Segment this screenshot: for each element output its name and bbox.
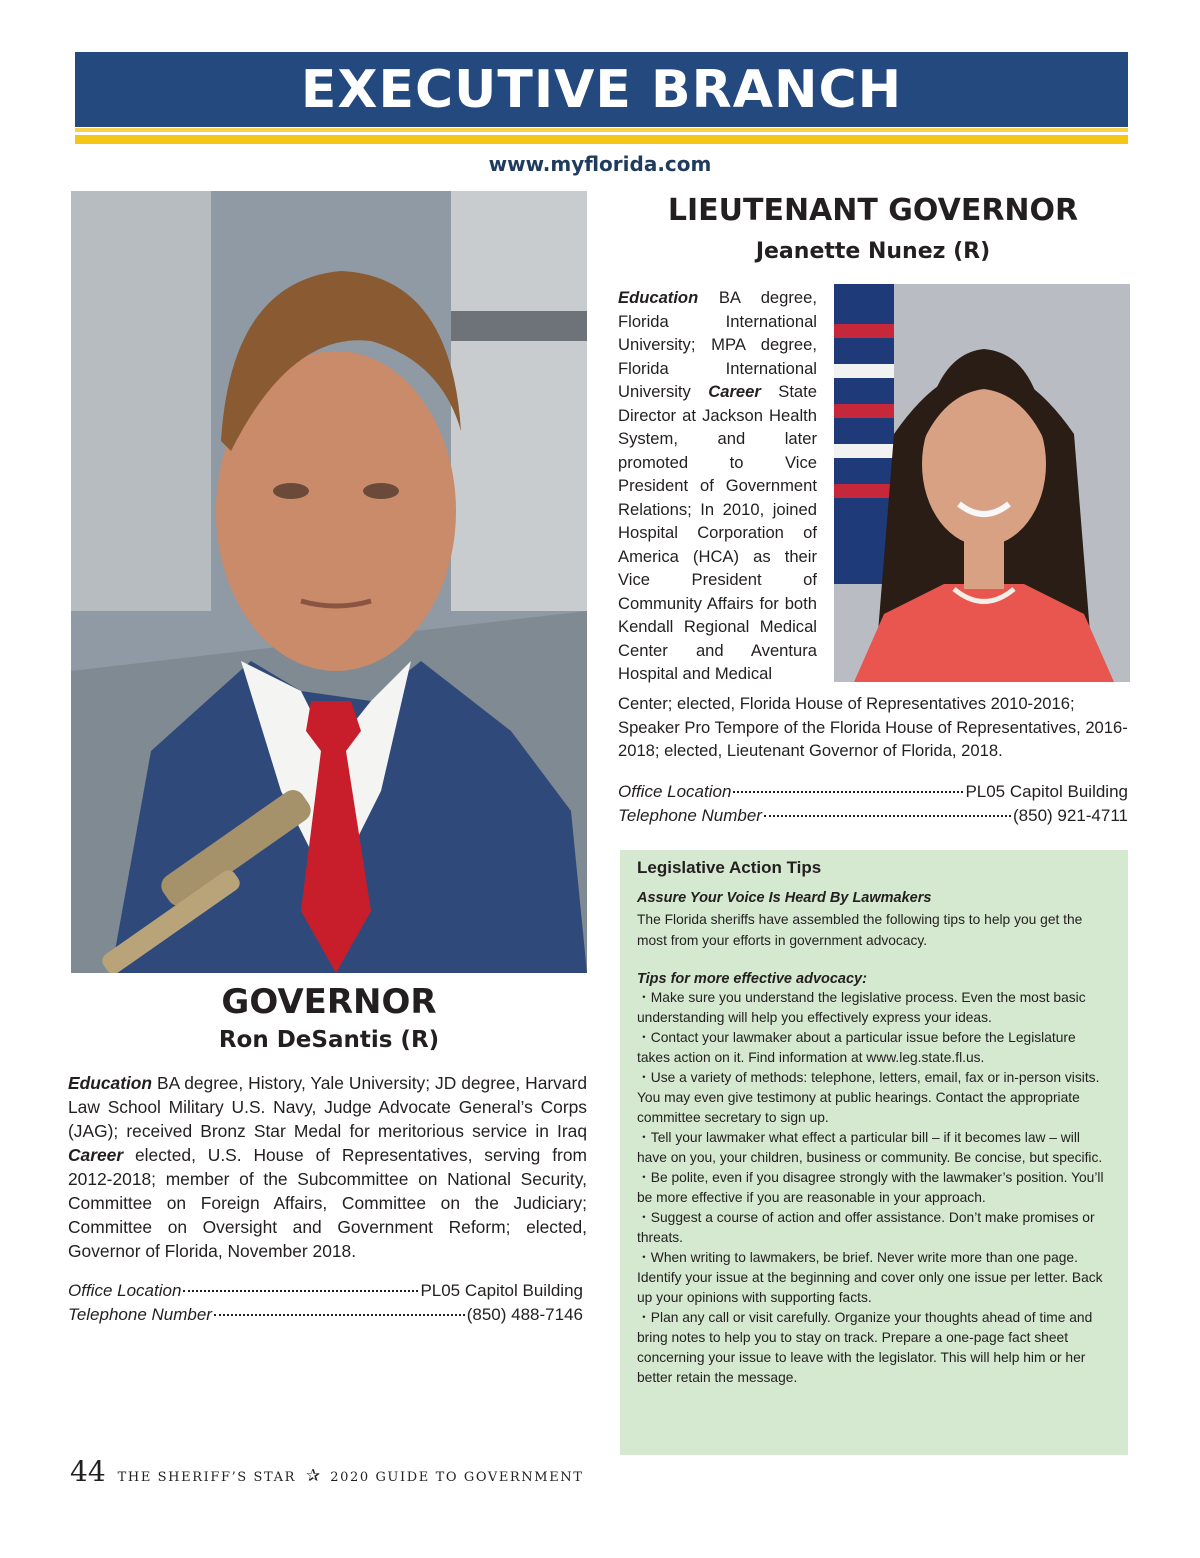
phone-value: (850) 488-7146 bbox=[466, 1305, 583, 1324]
office-value: PL05 Capitol Building bbox=[420, 1281, 583, 1300]
governor-phone-row bbox=[68, 1305, 583, 1325]
tip-item: ・Tell your lawmaker what effect a particular bill – if it becomes law – will have on you, your children, business or community. Be concise, but specific. bbox=[637, 1130, 1103, 1165]
education-text: BA degree, History, Yale University; JD degree, Harvard Law School Military U.S. Navy, Judge Advocate General’s Corps (JAG); received Bronz Star Medal for meritorious service in Iraq bbox=[68, 1073, 587, 1141]
governor-office-row bbox=[68, 1281, 583, 1301]
career-label: Career bbox=[68, 1145, 124, 1165]
phone-label: Telephone Number bbox=[68, 1305, 212, 1324]
website-link[interactable]: www.myflorida.com bbox=[488, 152, 712, 176]
guide-title: 2020 GUIDE TO GOVERNMENT bbox=[330, 1470, 584, 1485]
lieutenant-governor-bio bbox=[618, 286, 817, 686]
lieutenant-governor-portrait-image bbox=[834, 284, 1130, 682]
lieutenant-governor-name: Jeanette Nunez (R) bbox=[755, 239, 991, 264]
tip-item: ・Plan any call or visit carefully. Organize your thoughts ahead of time and bring notes to help you to stay on track. Prepare a one-page fact sheet concerning your issue to leave with the legislator. This will help him or her better retain the message. bbox=[637, 1310, 1093, 1385]
dot-leader bbox=[733, 791, 963, 793]
office-label: Office Location bbox=[68, 1281, 182, 1300]
lieutenant-governor-bio-continued: Center; elected, Florida House of Representatives 2010-2016; Speaker Pro Tempore of the Florida House of Representatives, 2016-2018; elected, Lieutenant Governor of Florida, 2018. bbox=[618, 694, 1128, 760]
phone-value: (850) 921-4711 bbox=[1013, 806, 1128, 825]
career-label: Career bbox=[708, 382, 761, 401]
lieutenant-governor-phone-row bbox=[618, 806, 1128, 826]
tips-list-heading: Tips for more effective advocacy: bbox=[637, 971, 867, 987]
lieutenant-governor-photo bbox=[834, 284, 1130, 682]
publication-name: THE SHERIFF’S STAR bbox=[117, 1470, 296, 1485]
tip-item: ・Use a variety of methods: telephone, letters, email, fax or in-person visits. You may even give testimony at public hearings. Contact the appropriate committee secretary to sign up. bbox=[637, 1070, 1100, 1125]
office-label: Office Location bbox=[618, 782, 732, 801]
tip-item: ・When writing to lawmakers, be brief. Never write more than one page. Identify your issue at the beginning and cover only one issue per letter. Back up your opinions with supporting facts. bbox=[637, 1250, 1103, 1305]
dot-leader bbox=[183, 1290, 418, 1292]
header-banner bbox=[75, 52, 1128, 127]
header-accent-line bbox=[75, 128, 1128, 132]
lieutenant-governor-office-row bbox=[618, 782, 1128, 802]
page-number: 44 bbox=[70, 1455, 106, 1488]
tips-intro: The Florida sheriffs have assembled the following tips to help you get the most from your efforts in government advocacy. bbox=[637, 912, 1083, 948]
education-label: Education bbox=[618, 288, 699, 307]
tip-item: ・Make sure you understand the legislative process. Even the most basic understanding will help you effectively express your ideas. bbox=[637, 990, 1086, 1025]
governor-bio bbox=[68, 1071, 587, 1263]
tips-subheading: Assure Your Voice Is Heard By Lawmakers bbox=[637, 890, 932, 906]
governor-photo bbox=[71, 191, 587, 973]
career-text: elected, U.S. House of Representatives, serving from 2012-2018; member of the Subcommittee on National Security, Committee on Foreign Affairs, Committee on the Judiciary; Committee on Oversight and Government Reform; elected, Governor of Florida, November 2018. bbox=[68, 1145, 587, 1261]
tips-heading: Legislative Action Tips bbox=[637, 858, 822, 877]
career-text: State Director at Jackson Health System, and later promoted to Vice President of Government Relations; In 2010, joined Hospital Corporation of America (HCA) as their Vice President of Community Affairs for both Kendall Regional Medical Center and Aventura Hospital and Medical bbox=[618, 382, 817, 683]
dot-leader bbox=[214, 1314, 465, 1316]
header-accent-band bbox=[75, 135, 1128, 144]
legislative-tips-box bbox=[620, 850, 1128, 1455]
tip-item: ・Contact your lawmaker about a particular issue before the Legislature takes action on it. Find information at www.leg.state.fl.us. bbox=[637, 1030, 1076, 1065]
dot-leader bbox=[764, 815, 1011, 817]
star-icon: ✰ bbox=[305, 1466, 321, 1485]
governor-portrait-image bbox=[71, 191, 587, 973]
phone-label: Telephone Number bbox=[618, 806, 762, 825]
tip-item: ・Suggest a course of action and offer assistance. Don’t make promises or threats. bbox=[637, 1210, 1095, 1245]
education-label: Education bbox=[68, 1073, 153, 1093]
education-text: BA degree, Florida International University; MPA degree, Florida International University bbox=[618, 288, 817, 401]
page-footer bbox=[70, 1455, 584, 1488]
governor-name: Ron DeSantis (R) bbox=[218, 1027, 440, 1053]
office-value: PL05 Capitol Building bbox=[965, 782, 1128, 801]
lieutenant-governor-title: LIEUTENANT GOVERNOR bbox=[667, 193, 1079, 228]
tip-item: ・Be polite, even if you disagree strongly with the lawmaker’s position. You’ll be more effective if you are reasonable in your approach. bbox=[637, 1170, 1104, 1205]
page-title: EXECUTIVE BRANCH bbox=[300, 59, 903, 120]
governor-title: GOVERNOR bbox=[221, 982, 437, 1022]
